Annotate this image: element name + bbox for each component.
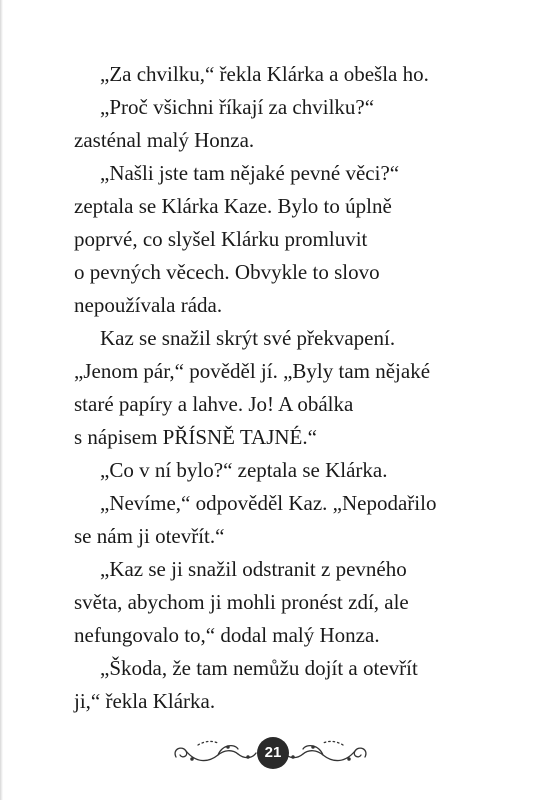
text-line: „Našli jste tam nějaké pevné věci?“: [100, 161, 400, 185]
text-line: „Škoda, že tam nemůžu dojít a otevřít: [100, 656, 418, 680]
text-line: poprvé, co slyšel Klárku promluvit: [74, 227, 368, 251]
text-line: ji,“ řekla Klárka.: [74, 689, 216, 713]
text-line: „Proč všichni říkají za chvilku?“: [100, 95, 375, 119]
text-line: nefungovalo to,“ dodal malý Honza.: [74, 623, 380, 647]
body-text: [74, 58, 474, 718]
page-number: 21: [257, 737, 289, 769]
text-line: světa, abychom ji mohli pronést zdí, ale: [74, 590, 409, 614]
text-line: zeptala se Klárka Kaze. Bylo to úplně: [74, 194, 392, 218]
text-line: Kaz se snažil skrýt své překvapení.: [100, 326, 396, 350]
page-edge-shadow: [0, 0, 3, 800]
text-line: nepoužívala ráda.: [74, 293, 223, 317]
text-line: „Za chvilku,“ řekla Klárka a obešla ho.: [100, 62, 429, 86]
text-line: staré papíry a lahve. Jo! A obálka: [74, 392, 354, 416]
text-line: s nápisem PŘÍSNĚ TAJNÉ.“: [74, 425, 317, 449]
text-line: „Nevíme,“ odpověděl Kaz. „Nepodařilo: [100, 491, 437, 515]
text-line: „Jenom pár,“ pověděl jí. „Byly tam nějaké: [74, 359, 431, 383]
text-line: o pevných věcech. Obvykle to slovo: [74, 260, 380, 284]
text-line: „Kaz se ji snažil odstranit z pevného: [100, 557, 407, 581]
text-line: se nám ji otevřít.“: [74, 524, 225, 548]
text-line: „Co v ní bylo?“ zeptala se Klárka.: [100, 458, 388, 482]
text-line: zasténal malý Honza.: [74, 128, 255, 152]
